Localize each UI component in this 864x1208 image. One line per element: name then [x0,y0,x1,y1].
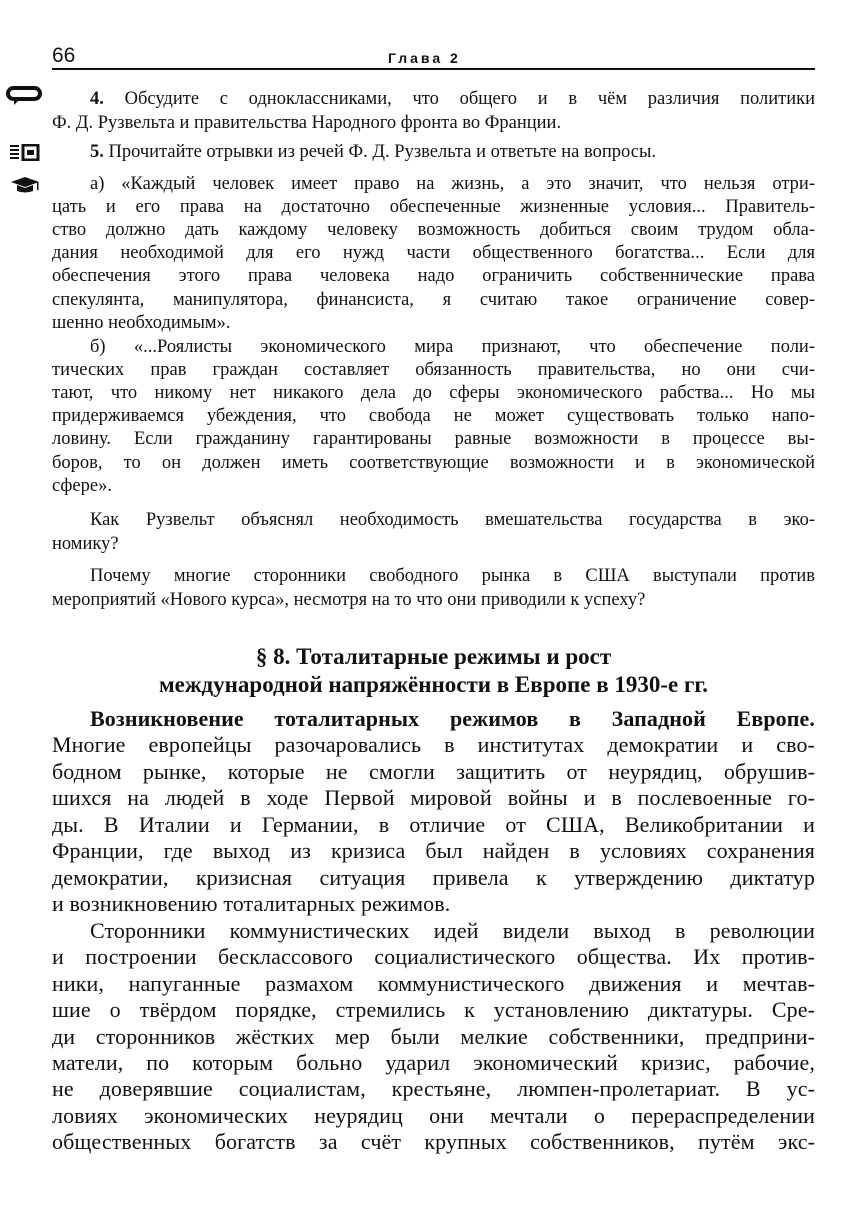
paragraph-2-line: общественных богатств за счёт крупных собственников, путём экс- [52,1129,815,1155]
paragraph-1-line: ды. В Италии и Германии, в отличие от США, Великобритании и [52,811,815,837]
quote-a-line: спекулянта, манипулятора, финансиста, я считаю такое ограничение совер- [52,289,815,310]
task-4-line [90,89,815,110]
question-2-line: мероприятий «Нового курса», несмотря на то что они приводили к успеху? [52,589,646,610]
section-title-line: международной напряжённости в Европе в 1930-е гг. [158,672,709,697]
question-2-line: Почему многие сторонники свободного рынка в США выступали против [90,566,815,586]
paragraph-2-line: Сторонники коммунистических идей видели выход в революции [90,918,815,943]
page-number: 66 [52,44,76,67]
quote-a-line: обеспечения этого права человека надо ограничить собственнические права [52,266,815,287]
quote-a-line: шенно необходимым». [52,312,231,333]
header-rule [52,68,815,70]
paragraph-2-line: и построении бесклассового социалистического общества. Их против- [52,944,815,970]
paragraph-1-line: шихся на людей в ходе Первой мировой войны и в послевоенные го- [52,785,815,810]
quote-b-line: тических прав граждан составляет обязанность правительства, но они счи- [52,360,815,381]
quote-b-line: ловину. Если гражданину гарантированы равные возможности в процессе вы- [52,429,815,450]
question-1-line: номику? [52,533,119,554]
section-subheading: Возникновение тоталитарных режимов в Западной Европе. [90,706,815,731]
paragraph-1-line: и возникновению тоталитарных режимов. [52,891,451,916]
paragraph-2-line: ди сторонников жёстких мер были мелкие собственники, предприни- [52,1023,815,1049]
paragraph-2-line: матели, по которым больно ударил экономический кризис, рабочие, [52,1050,815,1075]
quote-a-line: дания необходимой для его нужд части общественного богатства... Если для [52,243,815,264]
quote-b-line: боров, то он должен иметь соответствующие возможности и в экономической [52,452,815,473]
quote-a-line: цать и его права на достаточно обеспеченные жизненные условия... Правитель- [52,197,815,218]
task-5-line [90,142,815,163]
task-number: 5. [90,142,104,162]
quote-b-line: тают, что никому нет никакого дела до сферы экономического рабства... Но мы [52,383,815,404]
quote-b-line: сфере». [52,475,112,496]
paragraph-2-line: ники, напуганные размахом коммунистического движения и мечтав- [52,970,815,996]
speech-bubble-icon [6,86,42,106]
task-number: 4. [90,89,104,109]
quote-a-line: а) «Каждый человек имеет право на жизнь, а это значит, что нельзя отри- [90,174,815,194]
paragraph-1-line: Франции, где выход из кризиса был найден в условиях сохранения [52,838,815,863]
paragraph-1-line: Многие европейцы разочаровались в институтах демократии и сво- [52,732,815,757]
task-text: Обсудите с одноклассниками, что общего и в чём различия политики [124,89,815,109]
chapter-title: Глава 2 [388,50,461,66]
quote-b-line: б) «...Роялисты экономического мира признают, что обеспечение поли- [90,337,815,357]
paragraph-1-line: бодном рынке, которые не смогли защитить от неурядиц, обрушив- [52,758,815,784]
quote-a-line: ство должно дать каждому человеку возможность добиться своим трудом обла- [52,220,815,241]
task-text: Прочитайте отрывки из речей Ф. Д. Рузвельта и ответьте на вопросы. [108,142,656,162]
paragraph-1-line: демократии, кризисная ситуация привела к утверждению диктатур [52,864,815,890]
book-text-icon [10,144,40,161]
section-title-line: § 8. Тоталитарные режимы и рост [255,644,612,669]
task-4-line: Ф. Д. Рузвельта и правительства Народного фронта во Франции. [52,112,562,133]
graduation-cap-icon [10,176,40,194]
paragraph-2-line: шие о твёрдом порядке, стремились к установлению диктатуры. Сре- [52,997,815,1023]
question-1-line: Как Рузвельт объяснял необходимость вмешательства государства в эко- [90,510,815,530]
paragraph-2-line: не доверявшие социалистам, крестьяне, люмпен-пролетариат. В ус- [52,1076,815,1102]
quote-b-line: придерживаемся убеждения, что свобода не может существовать только напо- [52,406,815,427]
paragraph-2-line: ловиях экономических неурядиц они мечтали о перераспределении [52,1102,815,1128]
